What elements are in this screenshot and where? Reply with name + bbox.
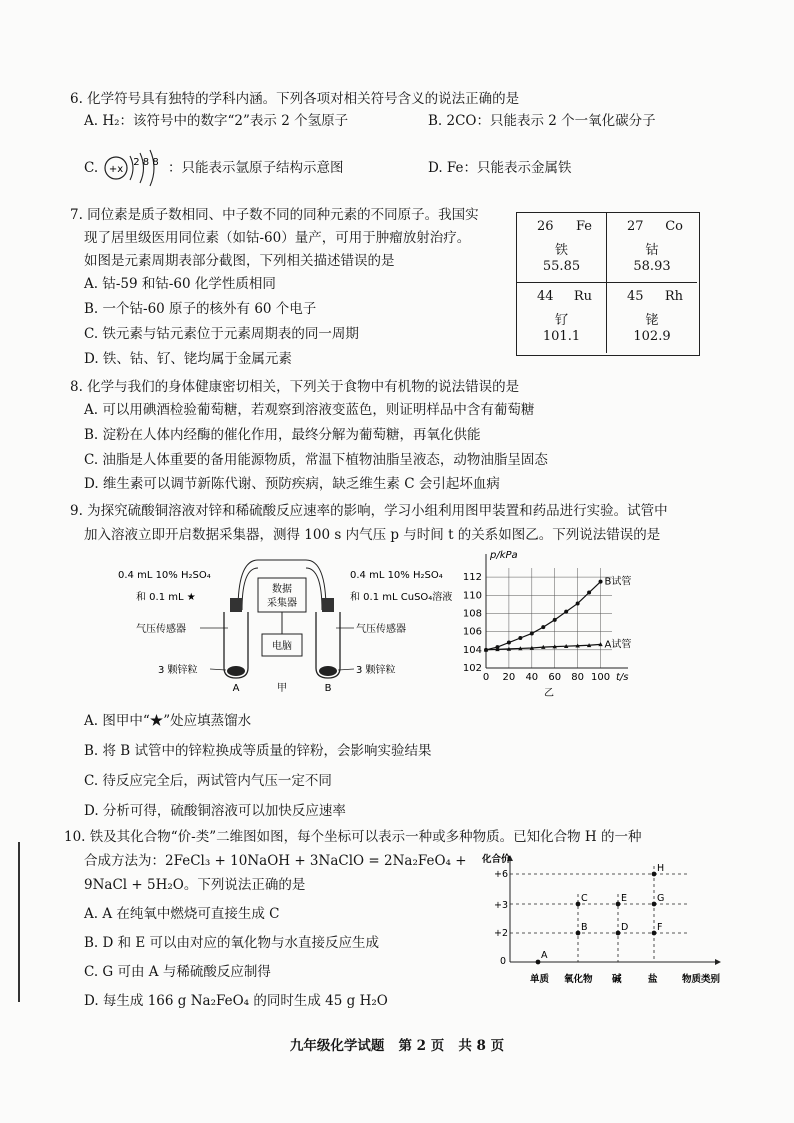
- element-symbol: Rh: [664, 289, 683, 304]
- figure-caption-jia: 甲: [277, 683, 287, 694]
- point-d: [616, 931, 621, 936]
- right-zinc-label: 3 颗锌粒: [356, 665, 396, 676]
- right-reagent-2: 和 0.1 mL CuSO₄溶液: [350, 592, 453, 603]
- data-point-b: [587, 591, 591, 595]
- series-label-a: A试管: [604, 639, 632, 651]
- scan-margin-line: [18, 842, 20, 1002]
- sensor-cable-right: [306, 568, 322, 610]
- point-label-a: A: [541, 950, 548, 961]
- shell-arc-3: [150, 150, 154, 186]
- tube-label-a: A: [232, 683, 240, 694]
- q6-option-b: B. 2CO：只能表示 2 个一氧化碳分子: [428, 113, 656, 129]
- atomic-mass: 102.9: [633, 329, 671, 344]
- point-label-e: E: [621, 893, 628, 904]
- q7-stem-line3: 如图是元素周期表部分截图，下列相关描述错误的是: [84, 253, 395, 269]
- tube-label-b: B: [324, 683, 332, 694]
- data-point-b: [576, 601, 580, 605]
- x-tick-base: 碱: [612, 974, 622, 985]
- x-tick-label: 60: [548, 672, 562, 683]
- q9-stem-line1: 9. 为探究硫酸铜溶液对锌和稀硫酸反应速率的影响，学习小组利用图甲装置和药品进行实验。试管中: [70, 503, 668, 519]
- data-point-b: [541, 625, 545, 629]
- element-symbol: Fe: [575, 219, 592, 234]
- point-label-b: B: [581, 922, 588, 933]
- y-tick-3: +3: [494, 900, 509, 911]
- left-reagent-1: 0.4 mL 10% H₂SO₄: [118, 570, 211, 581]
- page-footer: 九年级化学试题 第 2 页 共 8 页: [289, 1038, 505, 1054]
- grid-lines: [510, 866, 688, 962]
- q6-stem: 6. 化学符号具有独特的学科内涵。下列各项对相关符号含义的说法正确的是: [70, 91, 520, 107]
- left-zinc-granules: [227, 666, 245, 676]
- q8-option-a: A. 可以用碘酒检验葡萄糖，若观察到溶液变蓝色，则证明样品中含有葡萄糖: [84, 402, 535, 418]
- data-point-b: [518, 636, 522, 640]
- valence-class-diagram: [470, 852, 736, 1020]
- data-point-b: [507, 641, 511, 645]
- right-reagent-1: 0.4 mL 10% H₂SO₄: [350, 570, 443, 581]
- atomic-number: 26: [537, 219, 554, 234]
- series-line-b: [486, 582, 601, 650]
- x-axis-label: t/s: [616, 672, 629, 683]
- q9-option-c: C. 待反应完全后，两试管内气压一定不同: [84, 773, 332, 789]
- left-reagent-2: 和 0.1 mL ★: [136, 592, 196, 603]
- element-name: 铑: [645, 313, 659, 328]
- y-tick-label: 104: [462, 644, 482, 656]
- point-c: [576, 902, 581, 907]
- q10-option-a: A. A 在纯氧中燃烧可直接生成 C: [84, 906, 280, 922]
- element-name: 铁: [554, 243, 568, 258]
- y-tick-0: 0: [500, 956, 507, 967]
- periodic-table-excerpt: [516, 212, 700, 356]
- q8-option-b: B. 淀粉在人体内经酶的催化作用，最终分解为葡萄糖，再氧化供能: [84, 427, 481, 443]
- point-a: [536, 960, 541, 965]
- atomic-mass: 55.85: [542, 259, 581, 274]
- element-cell-rh: [607, 283, 697, 353]
- point-h: [652, 872, 657, 877]
- x-tick-salt: 盐: [648, 974, 658, 985]
- y-tick-label: 108: [462, 608, 482, 620]
- point-label-d: D: [621, 922, 629, 933]
- chart-caption: 乙: [544, 688, 554, 699]
- q7-stem-line1: 7. 同位素是质子数相同、中子数不同的同种元素的不同原子。我国实: [70, 207, 479, 223]
- point-label-c: C: [581, 893, 588, 904]
- element-name: 钌: [554, 313, 568, 328]
- atomic-number: 45: [627, 289, 644, 304]
- point-g: [652, 902, 657, 907]
- data-point-b: [599, 580, 603, 584]
- q7-option-c: C. 铁元素与钴元素位于元素周期表的同一周期: [84, 326, 359, 342]
- x-tick-label: 20: [502, 672, 516, 683]
- collector-label-1: 数据: [272, 584, 292, 595]
- y-tick-label: 112: [462, 572, 482, 584]
- left-zinc-label: 3 颗锌粒: [158, 665, 198, 676]
- y-axis-title: 化合价: [482, 854, 511, 865]
- q10-stem-line1: 10. 铁及其化合物“价-类”二维图如图，每个坐标可以表示一种或多种物质。已知化合物 H 的一种: [64, 829, 642, 845]
- q10-option-c: C. G 可由 A 与稀硫酸反应制得: [84, 964, 271, 980]
- x-tick-label: 80: [571, 672, 585, 683]
- element-cell-fe: [517, 213, 607, 283]
- q10-stem-line2: 合成方法为：2FeCl₃ + 10NaOH + 3NaClO = 2Na₂FeO₄ +: [84, 853, 467, 869]
- y-axis-label: p/kPa: [490, 550, 518, 561]
- q7-option-d: D. 铁、钴、钌、铑均属于金属元素: [84, 351, 292, 367]
- data-point-b: [564, 610, 568, 614]
- sensor-cable-left: [242, 568, 258, 610]
- x-tick-label: 100: [590, 672, 611, 683]
- q9-stem-line2: 加入溶液立即开启数据采集器，测得 100 s 内气压 p 与时间 t 的关系如图乙。下列说法错误的是: [84, 527, 661, 543]
- element-name: 钴: [645, 243, 659, 258]
- x-tick-label: 0: [482, 672, 490, 683]
- computer-label: 电脑: [272, 641, 292, 652]
- point-label-h: H: [657, 863, 665, 874]
- element-symbol: Ru: [573, 289, 592, 304]
- atom-structure-diagram: [100, 148, 170, 188]
- right-stopper: [322, 598, 334, 612]
- q6-option-c-text: ：只能表示氩原子结构示意图: [168, 160, 344, 176]
- left-stopper: [230, 598, 242, 612]
- atomic-mass: 101.1: [542, 329, 581, 344]
- point-label-f: F: [657, 922, 663, 933]
- q10-stem-line3: 9NaCl + 5H₂O。下列说法正确的是: [84, 877, 306, 893]
- apparatus-diagram: [118, 550, 453, 700]
- x-tick-label: 40: [525, 672, 539, 683]
- data-point-b: [530, 631, 534, 635]
- point-f: [652, 931, 657, 936]
- point-e: [616, 902, 621, 907]
- diagram-points: [536, 872, 657, 965]
- q10-option-b: B. D 和 E 可以由对应的氧化物与水直接反应生成: [84, 935, 380, 951]
- collector-label-2: 采集器: [267, 598, 297, 609]
- pressure-time-chart: [452, 546, 692, 700]
- y-tick-6: +6: [494, 869, 509, 880]
- left-sensor-label: 气压传感器: [136, 624, 186, 635]
- q8-option-d: D. 维生素可以调节新陈代谢、预防疾病，缺乏维生素 C 会引起坏血病: [84, 476, 500, 492]
- right-sensor-label: 气压传感器: [356, 624, 406, 635]
- q8-option-c: C. 油脂是人体重要的备用能源物质，常温下植物油脂呈液态，动物油脂呈固态: [84, 452, 548, 468]
- point-label-g: G: [657, 893, 665, 904]
- element-cell-co: [607, 213, 697, 283]
- y-tick-label: 110: [462, 590, 482, 602]
- atomic-number: 27: [627, 219, 644, 234]
- q8-stem: 8. 化学与我们的身体健康密切相关，下列关于食物中有机物的说法错误的是: [70, 379, 520, 395]
- atomic-mass: 58.93: [633, 259, 671, 274]
- right-zinc-granules: [319, 666, 337, 676]
- y-tick-label: 102: [462, 663, 482, 674]
- q9-option-b: B. 将 B 试管中的锌粒换成等质量的锌粉，会影响实验结果: [84, 743, 432, 759]
- x-axis-title: 物质类别: [682, 974, 721, 985]
- q6-option-d: D. Fe：只能表示金属铁: [428, 160, 572, 176]
- y-tick-2: +2: [494, 928, 509, 939]
- nucleus-charge: +x: [108, 164, 124, 175]
- q7-stem-line2: 现了居里级医用同位素（如钴-60）量产，可用于肿瘤放射治疗。: [84, 230, 471, 246]
- x-tick-oxide: 氧化物: [564, 974, 593, 985]
- q6-option-c-label: C.: [84, 160, 99, 176]
- y-tick-label: 106: [462, 626, 482, 638]
- shell-electron-counts: 2 8 8: [133, 157, 159, 168]
- q7-option-a: A. 钴-59 和钴-60 化学性质相同: [84, 276, 276, 292]
- point-b: [576, 931, 581, 936]
- q7-option-b: B. 一个钴-60 原子的核外有 60 个电子: [84, 301, 317, 317]
- x-tick-element: 单质: [530, 974, 550, 985]
- q9-option-a: A. 图甲中“★”处应填蒸馏水: [84, 713, 252, 729]
- q6-option-a: A. H₂：该符号中的数字“2”表示 2 个氢原子: [84, 113, 349, 129]
- series-label-b: B试管: [604, 576, 632, 588]
- q10-option-d: D. 每生成 166 g Na₂FeO₄ 的同时生成 45 g H₂O: [84, 993, 388, 1009]
- q9-option-d: D. 分析可得，硫酸铜溶液可以加快反应速率: [84, 803, 346, 819]
- element-cell-ru: [517, 283, 607, 353]
- atomic-number: 44: [537, 289, 554, 304]
- element-symbol: Co: [665, 219, 683, 234]
- data-point-b: [553, 618, 557, 622]
